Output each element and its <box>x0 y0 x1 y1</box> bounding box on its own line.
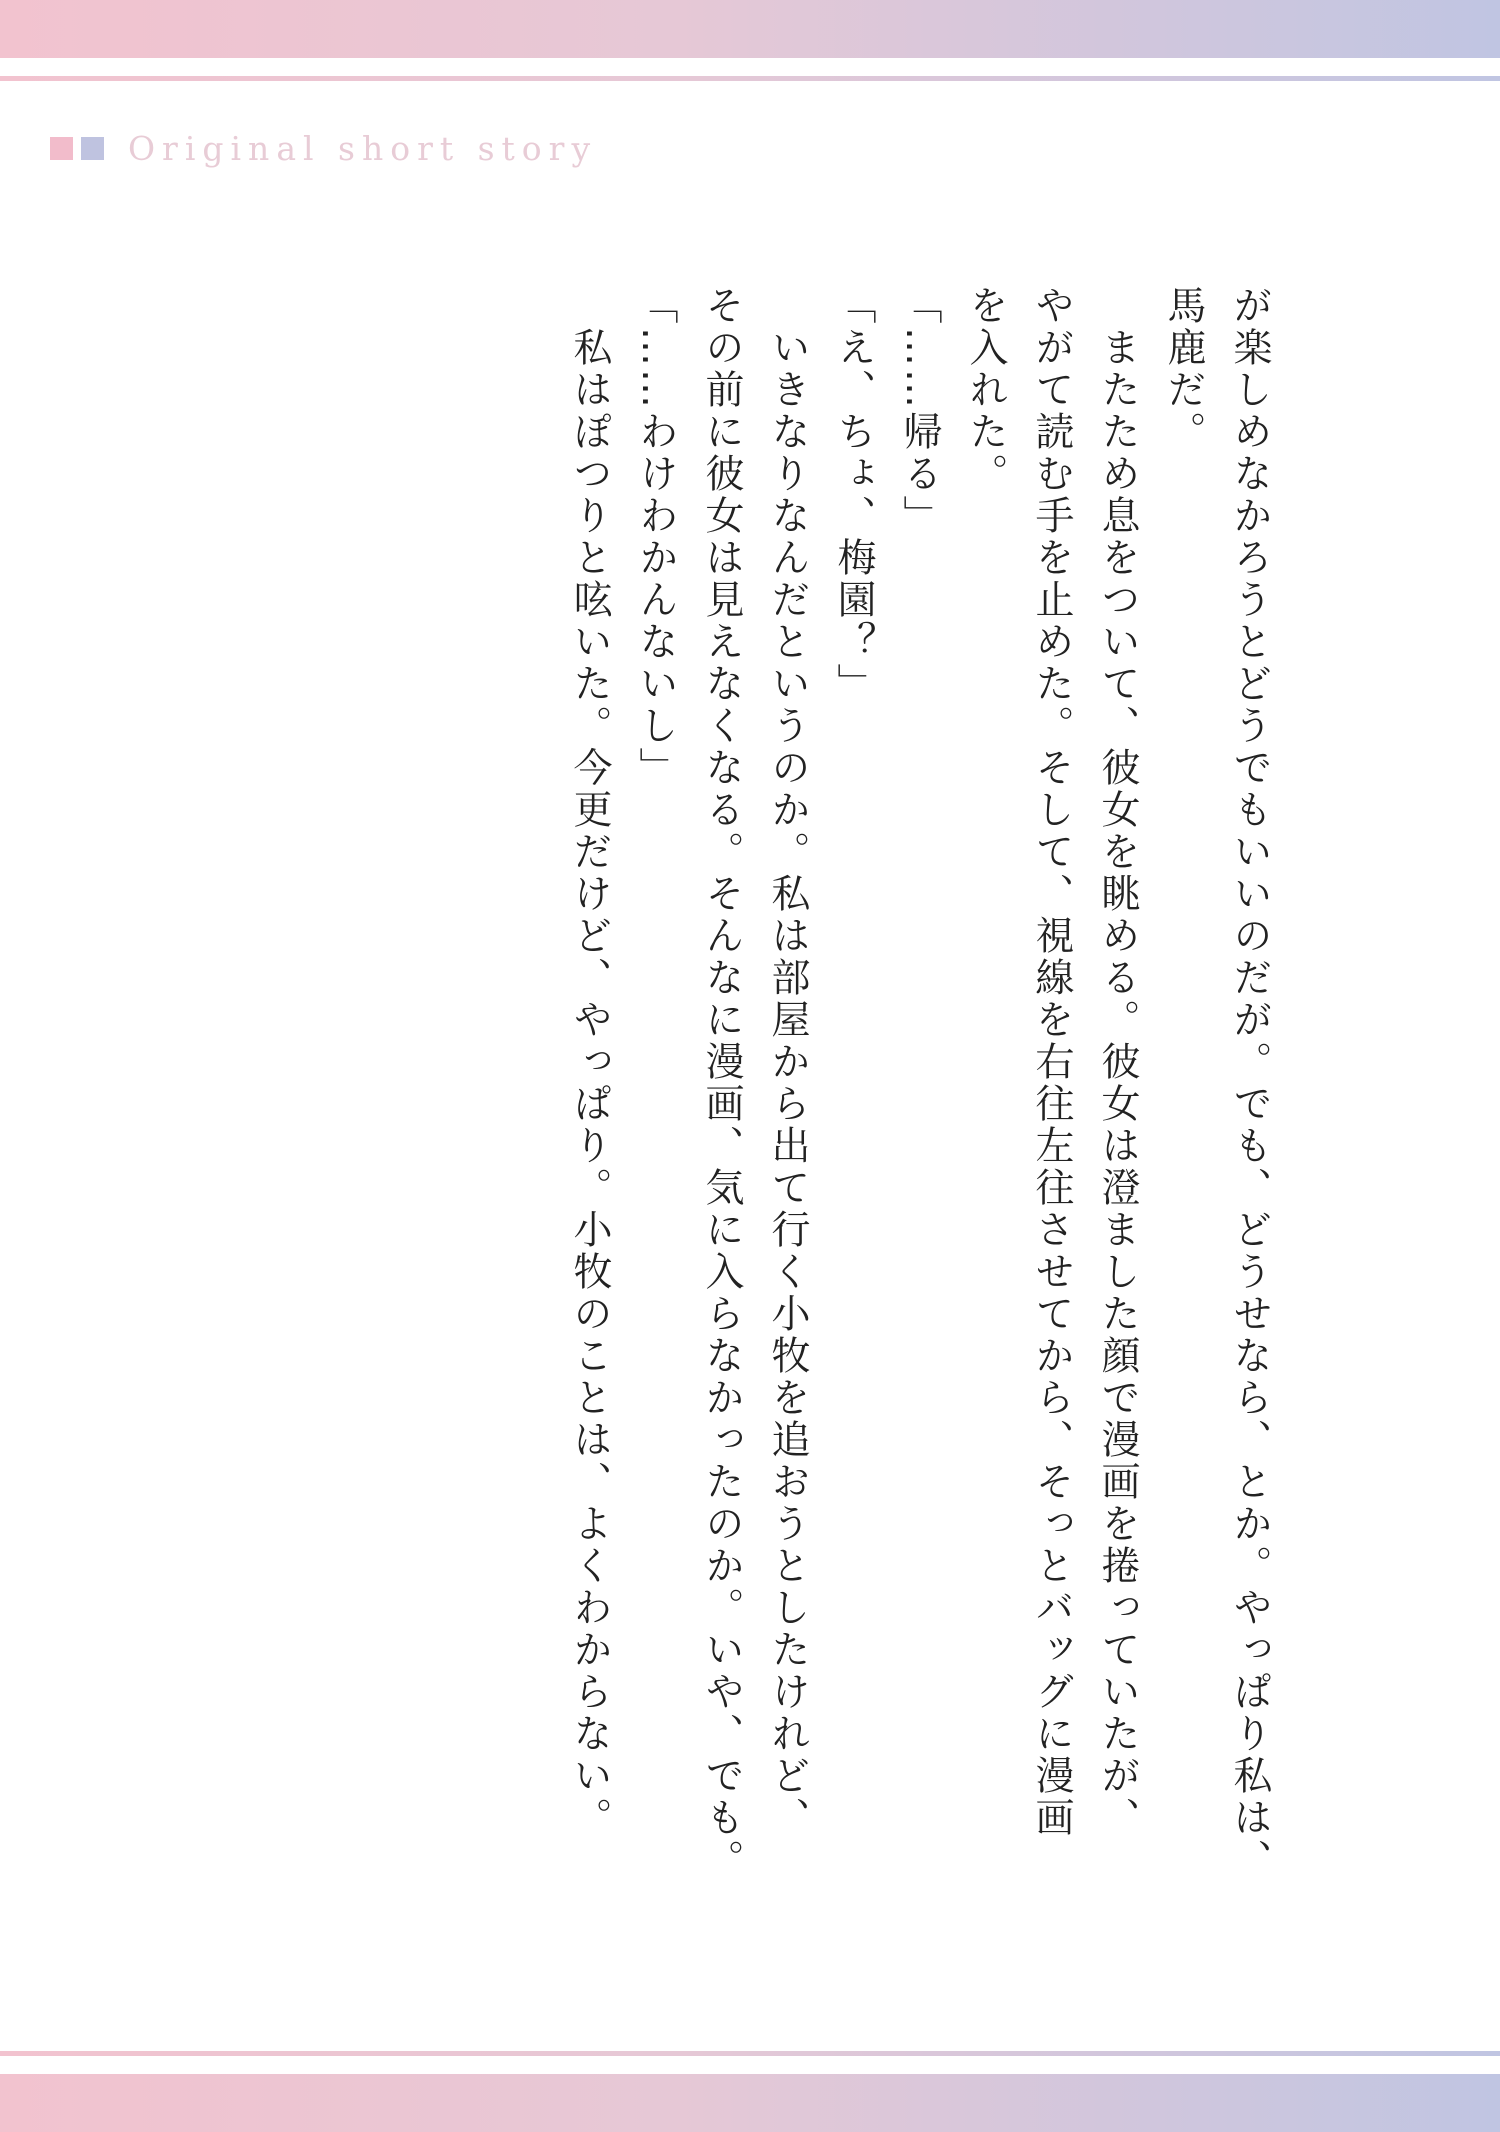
story-line: 私はぽつりと呟いた。今更だけど、やっぱり。小牧のことは、よくわからない。 <box>567 285 612 1839</box>
story-line: 「……わけわかんないし」 <box>633 285 678 789</box>
bottom-divider-line <box>0 2051 1500 2056</box>
blue-square-icon <box>81 137 104 160</box>
story-line: が楽しめなかろうとどうでもいいのだが。でも、どうせなら、とか。やっぱり私は、 <box>1227 285 1272 1881</box>
story-line: その前に彼女は見えなくなる。そんなに漫画、気に入らなかったのか。いや、でも。 <box>699 285 744 1881</box>
top-gradient-band <box>0 0 1500 58</box>
story-text <box>556 285 1282 1935</box>
top-divider-line <box>0 76 1500 81</box>
story-line: 「……帰る」 <box>897 285 942 537</box>
story-line: 「え、ちょ、梅園？」 <box>831 285 876 705</box>
story-line: 馬鹿だ。 <box>1161 285 1206 453</box>
story-line: やがて読む手を止めた。そして、視線を右往左往させてから、そっとバッグに漫画 <box>1029 285 1074 1839</box>
pink-square-icon <box>50 137 73 160</box>
section-title: Original short story <box>128 128 598 168</box>
bottom-gradient-band <box>0 2074 1500 2132</box>
story-line: を入れた。 <box>963 285 1008 495</box>
story-line: またため息をついて、彼女を眺める。彼女は澄ました顔で漫画を捲っていたが、 <box>1095 285 1140 1839</box>
section-header <box>50 128 597 168</box>
story-line: いきなりなんだというのか。私は部屋から出て行く小牧を追おうとしたけれど、 <box>765 285 810 1839</box>
